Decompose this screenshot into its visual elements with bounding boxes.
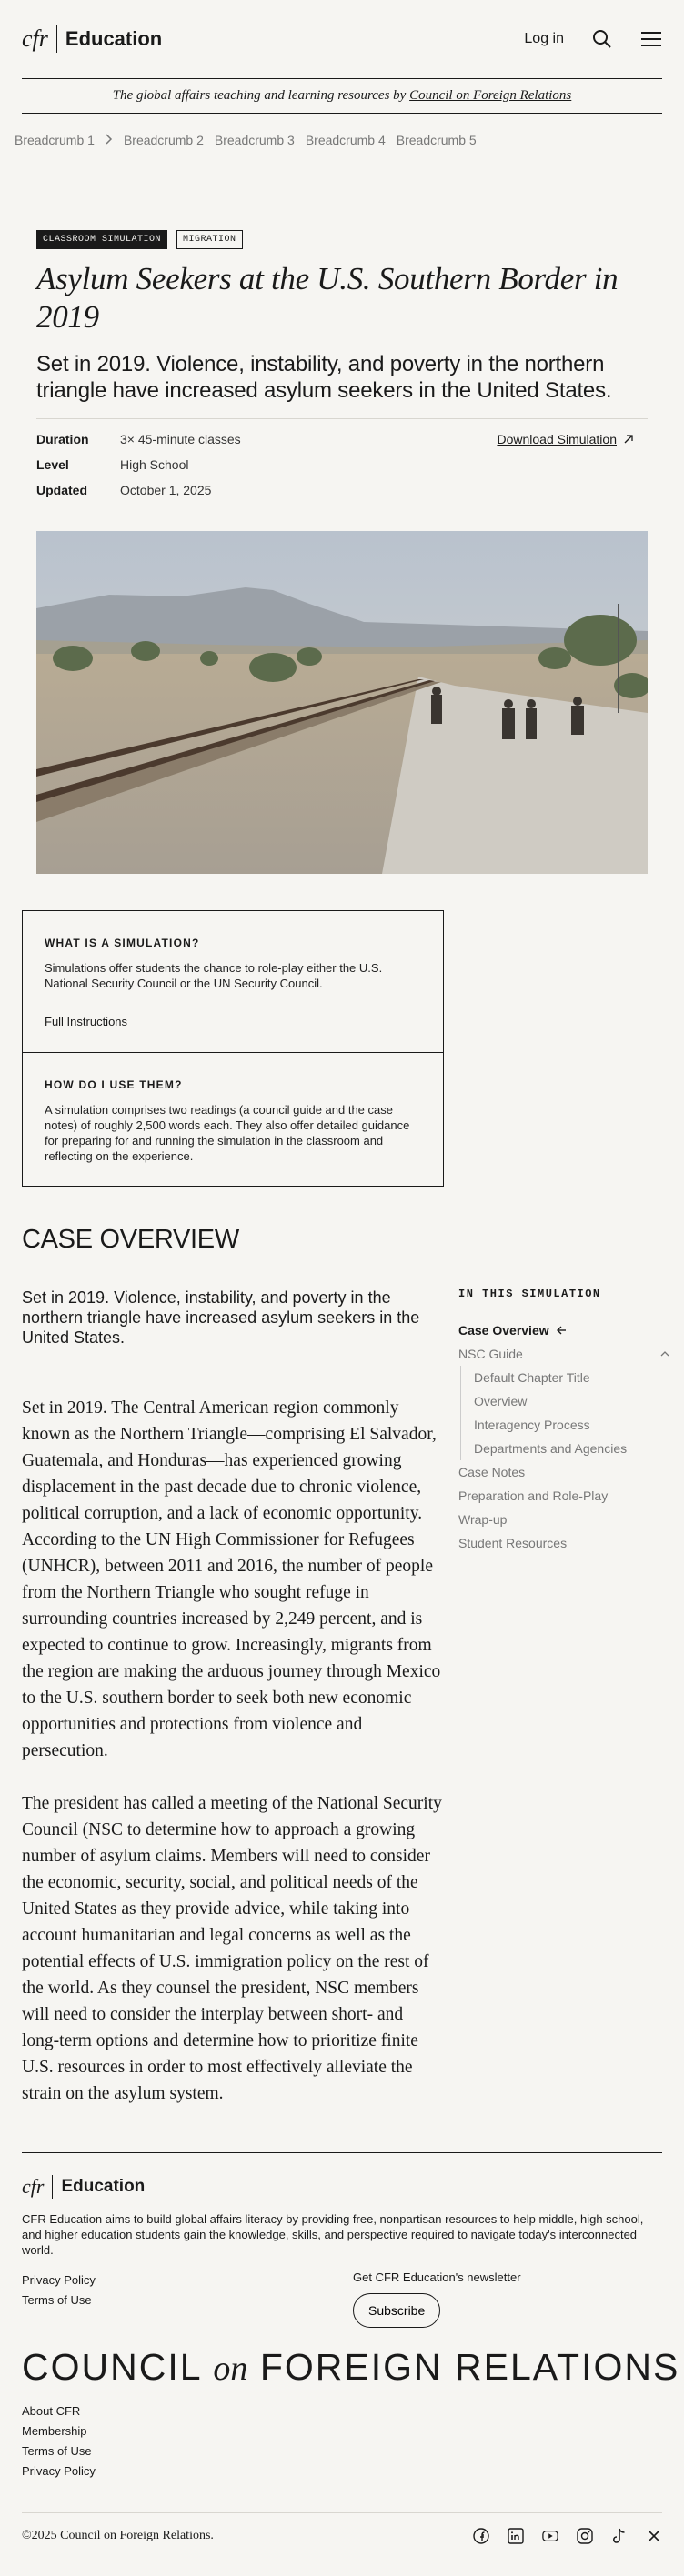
membership-link[interactable]: Membership <box>22 2424 87 2438</box>
cfr-logo: cfr <box>22 2175 53 2199</box>
breadcrumb-item[interactable]: Breadcrumb 3 <box>214 133 295 147</box>
meta-label: Level <box>36 457 69 472</box>
chevron-up-icon[interactable] <box>660 1349 669 1359</box>
main-content <box>0 230 684 2107</box>
footer-brand[interactable] <box>22 2175 662 2199</box>
toc-item-preparation[interactable]: Preparation and Role-Play <box>458 1488 609 1503</box>
instagram-icon[interactable] <box>577 2528 593 2544</box>
linkedin-icon[interactable] <box>508 2528 524 2544</box>
site-footer <box>22 2152 680 2544</box>
breadcrumb <box>0 114 684 166</box>
download-label: Download Simulation <box>497 432 617 446</box>
tag-list <box>36 230 648 249</box>
footer-columns <box>22 2270 662 2328</box>
breadcrumb-item[interactable]: Breadcrumb 5 <box>396 133 477 147</box>
toc-item-case-notes[interactable]: Case Notes <box>458 1465 526 1479</box>
page-subtitle: Set in 2019. Violence, instability, and poverty in the northern triangle have increased asylum seekers in the United States. <box>36 352 612 403</box>
toc-item-departments[interactable]: Departments and Agencies <box>474 1441 628 1456</box>
toc-item-nsc-guide[interactable] <box>458 1342 669 1366</box>
tagline <box>22 78 662 114</box>
site-header <box>0 0 684 78</box>
case-overview <box>22 1288 648 2107</box>
footer-legal-links <box>22 2270 353 2328</box>
railroad-migrants-photo <box>36 531 648 874</box>
cfr-wordmark[interactable] <box>22 2346 680 2389</box>
external-arrow-icon <box>624 432 633 446</box>
info-heading: WHAT IS A SIMULATION? <box>45 937 200 949</box>
toc-item-wrap-up[interactable]: Wrap-up <box>458 1512 508 1527</box>
toc-item-student-resources[interactable]: Student Resources <box>458 1536 568 1550</box>
toc-list <box>458 1318 669 1555</box>
copyright: ©2025 Council on Foreign Relations. <box>22 2529 214 2542</box>
privacy-policy-link[interactable]: Privacy Policy <box>22 2464 96 2478</box>
social-links <box>473 2528 662 2544</box>
brand-name: Education <box>61 2177 146 2196</box>
toc-item-case-overview[interactable] <box>458 1318 669 1342</box>
case-body-column <box>22 1288 444 2107</box>
how-to-use-section <box>23 1052 443 1186</box>
toc-sublist <box>460 1366 669 1460</box>
simulation-meta <box>36 418 648 513</box>
info-text: Simulations offer students the chance to role-play either the U.S. National Security Council or the UN Security Council. <box>45 961 383 990</box>
full-instructions-link[interactable]: Full Instructions <box>45 1015 128 1028</box>
search-icon[interactable] <box>591 28 613 50</box>
menu-icon[interactable] <box>640 28 662 50</box>
about-cfr-link[interactable]: About CFR <box>22 2404 81 2418</box>
footer-bottom <box>22 2512 662 2544</box>
meta-value: High School <box>120 457 189 472</box>
tag-classroom-simulation[interactable]: CLASSROOM SIMULATION <box>36 230 167 249</box>
footer-cfr-links <box>22 2401 662 2481</box>
breadcrumb-item[interactable]: Breadcrumb 1 <box>15 133 95 147</box>
meta-level <box>36 457 648 472</box>
breadcrumb-item[interactable]: Breadcrumb 4 <box>305 133 386 147</box>
hero-image <box>36 531 648 874</box>
x-icon[interactable] <box>646 2528 662 2544</box>
meta-value: October 1, 2025 <box>120 483 212 497</box>
toc-item-overview[interactable]: Overview <box>474 1394 528 1408</box>
info-text: A simulation comprises two readings (a council guide and the case notes) of roughly 2,500 words each. They also offer detailed guidance for preparing for and running the simulation in the classroom and reflecting on the experience. <box>45 1103 410 1163</box>
terms-of-use-link[interactable]: Terms of Use <box>22 2293 92 2307</box>
footer-description: CFR Education aims to build global affairs literacy by providing free, nonpartisan resources to help middle, high school, and higher education students gain the knowledge, skills, and perspective required to navigate today's interconnected world. <box>22 2212 644 2257</box>
case-paragraph: Set in 2019. The Central American region commonly known as the Northern Triangle—comprising El Salvador, Guatemala, and Honduras—has experienced growing displacement in the past decade due to chronic violence, political corruption, and a lack of economic opportunity. According to the UN High Commissioner for Refugees (UNHCR), between 2011 and 2016, the number of people from the Northern Triangle who sought refuge in surrounding countries increased by 2,249 percent, and is expected to continue to grow. Increasingly, migrants from the region are making the arduous journey through Mexico to the U.S. southern border to seek both new economic opportunities and protections from violence and persecution. <box>22 1398 441 1760</box>
brand-name: Education <box>65 27 163 50</box>
subscribe-button[interactable]: Subscribe <box>353 2293 440 2328</box>
header-actions <box>524 28 662 50</box>
toc-item-interagency[interactable]: Interagency Process <box>474 1418 590 1432</box>
meta-label: Duration <box>36 432 89 446</box>
wordmark-part: COUNCIL <box>22 2346 201 2388</box>
breadcrumb-item[interactable]: Breadcrumb 2 <box>123 133 204 147</box>
case-lede: Set in 2019. Violence, instability, and poverty in the northern triangle have increased asylum seekers in the United States. <box>22 1288 420 1347</box>
privacy-policy-link[interactable]: Privacy Policy <box>22 2273 96 2287</box>
login-link[interactable]: Log in <box>524 31 564 46</box>
wordmark-part: FOREIGN RELATIONS <box>259 2346 680 2388</box>
simulation-info-box <box>22 910 444 1187</box>
tagline-text: The global affairs teaching and learning resources by <box>112 88 407 103</box>
case-paragraph: The president has called a meeting of the National Security Council (NSC to determine how to approach a growing number of asylum claims. Members will need to consider the economic, security, social, and political needs of the United States as they provide advice, while taking into account humanitarian and legal concerns as well as the potential effects of U.S. immigration policy on the rest of the world. As they counsel the president, NSC members will need to consider the interplay between short- and long-term options and determine how to prioritize finite U.S. resources in order to most effectively alleviate the strain on the asylum system. <box>22 1794 442 2103</box>
facebook-icon[interactable] <box>473 2528 489 2544</box>
tiktok-icon[interactable] <box>611 2528 628 2544</box>
youtube-icon[interactable] <box>542 2528 558 2544</box>
info-heading: HOW DO I USE THEM? <box>45 1078 183 1091</box>
case-body <box>22 1395 444 2107</box>
toc-item-default-chapter[interactable]: Default Chapter Title <box>474 1370 590 1385</box>
page-title: Asylum Seekers at the U.S. Southern Border in 2019 <box>36 261 619 335</box>
what-is-simulation-section <box>23 911 443 1052</box>
cfr-link[interactable]: Council on Foreign Relations <box>409 88 572 103</box>
download-simulation-link[interactable] <box>497 432 633 446</box>
brand-logo[interactable] <box>22 25 162 53</box>
toc-label: NSC Guide <box>458 1347 523 1361</box>
arrow-left-icon <box>557 1323 567 1338</box>
meta-updated <box>36 483 648 497</box>
meta-value: 3× 45-minute classes <box>120 432 241 446</box>
meta-label: Updated <box>36 483 87 497</box>
toc-heading: IN THIS SIMULATION <box>458 1288 601 1300</box>
chevron-right-icon <box>106 133 113 147</box>
tag-migration[interactable]: MIGRATION <box>176 230 243 249</box>
newsletter-label: Get CFR Education's newsletter <box>353 2270 521 2284</box>
wordmark-on: on <box>213 2350 248 2388</box>
newsletter-signup <box>353 2270 521 2328</box>
terms-of-use-link[interactable]: Terms of Use <box>22 2444 92 2458</box>
toc-label: Case Overview <box>458 1323 549 1338</box>
case-overview-heading: CASE OVERVIEW <box>22 1225 239 1254</box>
simulation-toc <box>458 1288 669 1555</box>
cfr-logo: cfr <box>22 25 57 53</box>
